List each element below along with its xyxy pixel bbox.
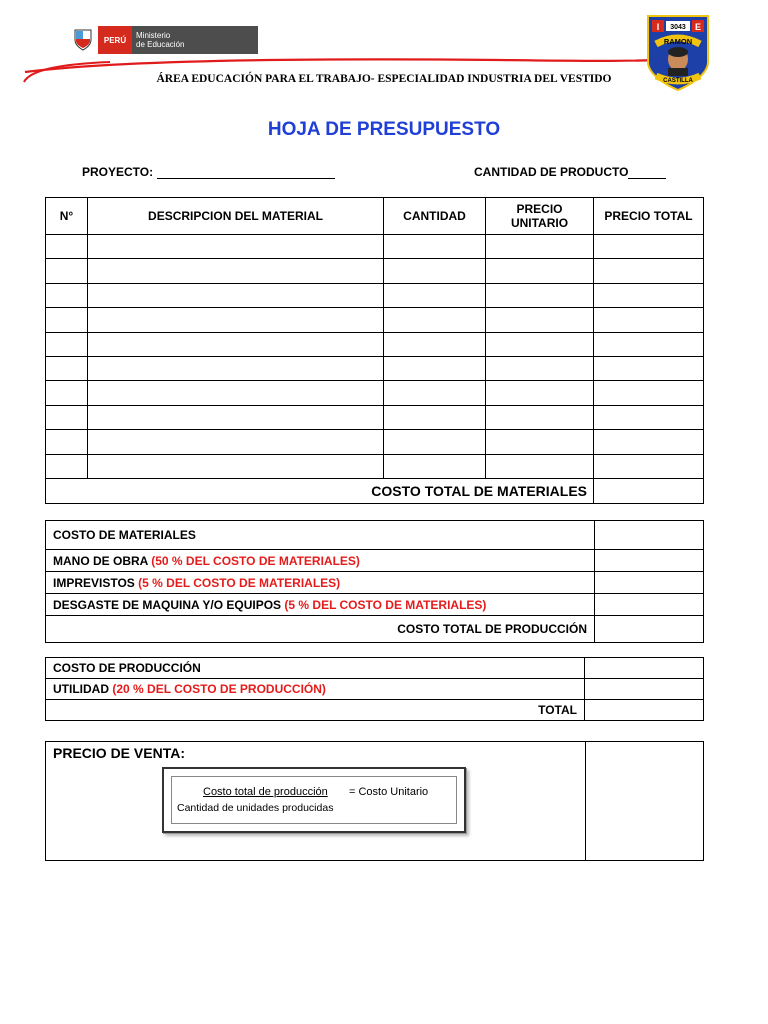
cantidad-producto-input-line[interactable] bbox=[628, 166, 666, 179]
cell-precio-total[interactable] bbox=[594, 381, 704, 405]
proyecto-input-line[interactable] bbox=[157, 166, 335, 179]
production-row bbox=[46, 658, 704, 679]
costs-table bbox=[45, 520, 704, 643]
cell-precio-total[interactable] bbox=[594, 235, 704, 259]
utilidad-value[interactable] bbox=[585, 679, 704, 700]
table-row bbox=[46, 356, 704, 380]
cell-num[interactable] bbox=[46, 454, 88, 478]
imprevistos-note: (5 % DEL COSTO DE MATERIALES) bbox=[138, 575, 341, 590]
precio-unitario-line-1: PRECIO bbox=[516, 202, 563, 216]
imprevistos-text: IMPREVISTOS bbox=[53, 575, 135, 590]
cell-precio-total[interactable] bbox=[594, 332, 704, 356]
cell-precio-unitario[interactable] bbox=[486, 356, 594, 380]
mano-obra-value[interactable] bbox=[595, 550, 704, 572]
cell-cantidad[interactable] bbox=[384, 405, 486, 429]
cell-precio-total[interactable] bbox=[594, 405, 704, 429]
cell-precio-total[interactable] bbox=[594, 356, 704, 380]
production-total-row bbox=[46, 700, 704, 721]
utilidad-label bbox=[46, 679, 585, 700]
costo-materiales-label: COSTO DE MATERIALES bbox=[46, 521, 595, 550]
badge-letter-e: E bbox=[694, 22, 702, 32]
cell-cantidad[interactable] bbox=[384, 430, 486, 454]
cell-precio-unitario[interactable] bbox=[486, 454, 594, 478]
cell-num[interactable] bbox=[46, 283, 88, 307]
formula-result: = Costo Unitario bbox=[349, 786, 429, 798]
ministry-line-2: de Educación bbox=[136, 40, 185, 49]
cell-cantidad[interactable] bbox=[384, 308, 486, 332]
desgaste-value[interactable] bbox=[595, 594, 704, 616]
costs-row bbox=[46, 572, 704, 594]
table-row bbox=[46, 381, 704, 405]
cell-num[interactable] bbox=[46, 430, 88, 454]
total-value[interactable] bbox=[585, 700, 704, 721]
costo-total-materiales-label: COSTO TOTAL DE MATERIALES bbox=[46, 478, 594, 503]
ministry-label bbox=[132, 26, 258, 54]
utilidad-note: (20 % DEL COSTO DE PRODUCCIÓN) bbox=[112, 682, 326, 696]
imprevistos-label bbox=[46, 572, 595, 594]
badge-letter-i: I bbox=[656, 22, 660, 32]
materials-table bbox=[45, 197, 704, 504]
cell-num[interactable] bbox=[46, 308, 88, 332]
proyecto-field bbox=[82, 165, 335, 179]
cell-precio-total[interactable] bbox=[594, 259, 704, 283]
cell-num[interactable] bbox=[46, 356, 88, 380]
formula-numerator: Costo total de producción bbox=[203, 786, 328, 798]
cell-num[interactable] bbox=[46, 332, 88, 356]
cell-precio-total[interactable] bbox=[594, 283, 704, 307]
badge-name-top: RAMON bbox=[663, 37, 693, 46]
cell-descripcion[interactable] bbox=[88, 259, 384, 283]
cell-precio-total[interactable] bbox=[594, 308, 704, 332]
cell-precio-unitario[interactable] bbox=[486, 235, 594, 259]
cell-precio-unitario[interactable] bbox=[486, 332, 594, 356]
table-row bbox=[46, 332, 704, 356]
imprevistos-value[interactable] bbox=[595, 572, 704, 594]
ministry-line-1: Ministerio bbox=[136, 31, 171, 40]
cell-descripcion[interactable] bbox=[88, 308, 384, 332]
materials-header-row bbox=[46, 198, 704, 235]
utilidad-text: UTILIDAD bbox=[53, 682, 109, 696]
proyecto-label: PROYECTO: bbox=[82, 165, 154, 179]
formula-denominator: Cantidad de unidades producidas bbox=[177, 802, 334, 814]
cell-precio-unitario[interactable] bbox=[486, 430, 594, 454]
cell-num[interactable] bbox=[46, 259, 88, 283]
costo-produccion-label: COSTO DE PRODUCCIÓN bbox=[46, 658, 585, 679]
costs-row bbox=[46, 594, 704, 616]
table-row bbox=[46, 283, 704, 307]
precio-venta-divider bbox=[585, 742, 586, 860]
costs-total-row bbox=[46, 616, 704, 643]
cell-num[interactable] bbox=[46, 381, 88, 405]
production-table bbox=[45, 657, 704, 721]
formula-frame bbox=[171, 776, 457, 824]
table-row bbox=[46, 454, 704, 478]
col-header-num: N° bbox=[46, 198, 88, 235]
desgaste-note: (5 % DEL COSTO DE MATERIALES) bbox=[284, 597, 487, 612]
mano-obra-note: (50 % DEL COSTO DE MATERIALES) bbox=[151, 553, 360, 568]
desgaste-label bbox=[46, 594, 595, 616]
cell-cantidad[interactable] bbox=[384, 259, 486, 283]
costs-row bbox=[46, 550, 704, 572]
cell-num[interactable] bbox=[46, 405, 88, 429]
cantidad-producto-field bbox=[474, 165, 666, 179]
costo-total-produccion-value[interactable] bbox=[595, 616, 704, 643]
cell-descripcion[interactable] bbox=[88, 454, 384, 478]
col-header-precio-unitario bbox=[486, 198, 594, 235]
total-label: TOTAL bbox=[46, 700, 585, 721]
table-row bbox=[46, 430, 704, 454]
col-header-cantidad: CANTIDAD bbox=[384, 198, 486, 235]
cell-descripcion[interactable] bbox=[88, 381, 384, 405]
cell-cantidad[interactable] bbox=[384, 356, 486, 380]
cell-precio-unitario[interactable] bbox=[486, 259, 594, 283]
peru-label: PERÚ bbox=[98, 26, 132, 54]
cell-descripcion[interactable] bbox=[88, 283, 384, 307]
cell-precio-unitario[interactable] bbox=[486, 308, 594, 332]
school-badge-logo bbox=[644, 14, 712, 92]
table-row bbox=[46, 308, 704, 332]
cell-precio-unitario[interactable] bbox=[486, 381, 594, 405]
production-row bbox=[46, 679, 704, 700]
cell-precio-total[interactable] bbox=[594, 430, 704, 454]
col-header-descripcion: DESCRIPCION DEL MATERIAL bbox=[88, 198, 384, 235]
costo-unitario-formula bbox=[162, 767, 466, 833]
costs-row bbox=[46, 521, 704, 550]
badge-school-number: 3043 bbox=[670, 24, 686, 31]
table-row bbox=[46, 259, 704, 283]
cell-num[interactable] bbox=[46, 235, 88, 259]
mano-obra-text: MANO DE OBRA bbox=[53, 553, 148, 568]
cell-cantidad[interactable] bbox=[384, 332, 486, 356]
cell-descripcion[interactable] bbox=[88, 356, 384, 380]
costo-produccion-value[interactable] bbox=[585, 658, 704, 679]
costo-total-produccion-label: COSTO TOTAL DE PRODUCCIÓN bbox=[46, 616, 595, 643]
table-row bbox=[46, 405, 704, 429]
cell-descripcion[interactable] bbox=[88, 235, 384, 259]
cell-precio-total[interactable] bbox=[594, 454, 704, 478]
materials-total-row bbox=[46, 478, 704, 503]
area-title: ÁREA EDUCACIÓN PARA EL TRABAJO- ESPECIALIDAD INDUSTRIA DEL VESTIDO bbox=[156, 73, 612, 85]
precio-unitario-line-2: UNITARIO bbox=[510, 216, 569, 230]
costo-total-materiales-value[interactable] bbox=[594, 478, 704, 503]
badge-name-bottom: CASTILLA bbox=[663, 78, 693, 84]
ministry-logo bbox=[72, 26, 258, 54]
precio-venta-label: PRECIO DE VENTA: bbox=[53, 745, 185, 761]
cell-descripcion[interactable] bbox=[88, 332, 384, 356]
cell-cantidad[interactable] bbox=[384, 454, 486, 478]
materials-body bbox=[46, 235, 704, 479]
costo-materiales-value[interactable] bbox=[595, 521, 704, 550]
cell-cantidad[interactable] bbox=[384, 381, 486, 405]
cell-cantidad[interactable] bbox=[384, 283, 486, 307]
cell-precio-unitario[interactable] bbox=[486, 283, 594, 307]
cell-precio-unitario[interactable] bbox=[486, 405, 594, 429]
precio-venta-box bbox=[45, 741, 704, 861]
peru-coat-of-arms-icon bbox=[72, 28, 94, 52]
desgaste-text: DESGASTE DE MAQUINA Y/O EQUIPOS bbox=[53, 597, 282, 612]
mano-obra-label bbox=[46, 550, 595, 572]
table-row bbox=[46, 235, 704, 259]
cell-descripcion[interactable] bbox=[88, 405, 384, 429]
cell-cantidad[interactable] bbox=[384, 235, 486, 259]
col-header-precio-total: PRECIO TOTAL bbox=[594, 198, 704, 235]
cell-descripcion[interactable] bbox=[88, 430, 384, 454]
cantidad-producto-label: CANTIDAD DE PRODUCTO bbox=[474, 165, 629, 179]
page-title: HOJA DE PRESUPUESTO bbox=[267, 119, 501, 140]
